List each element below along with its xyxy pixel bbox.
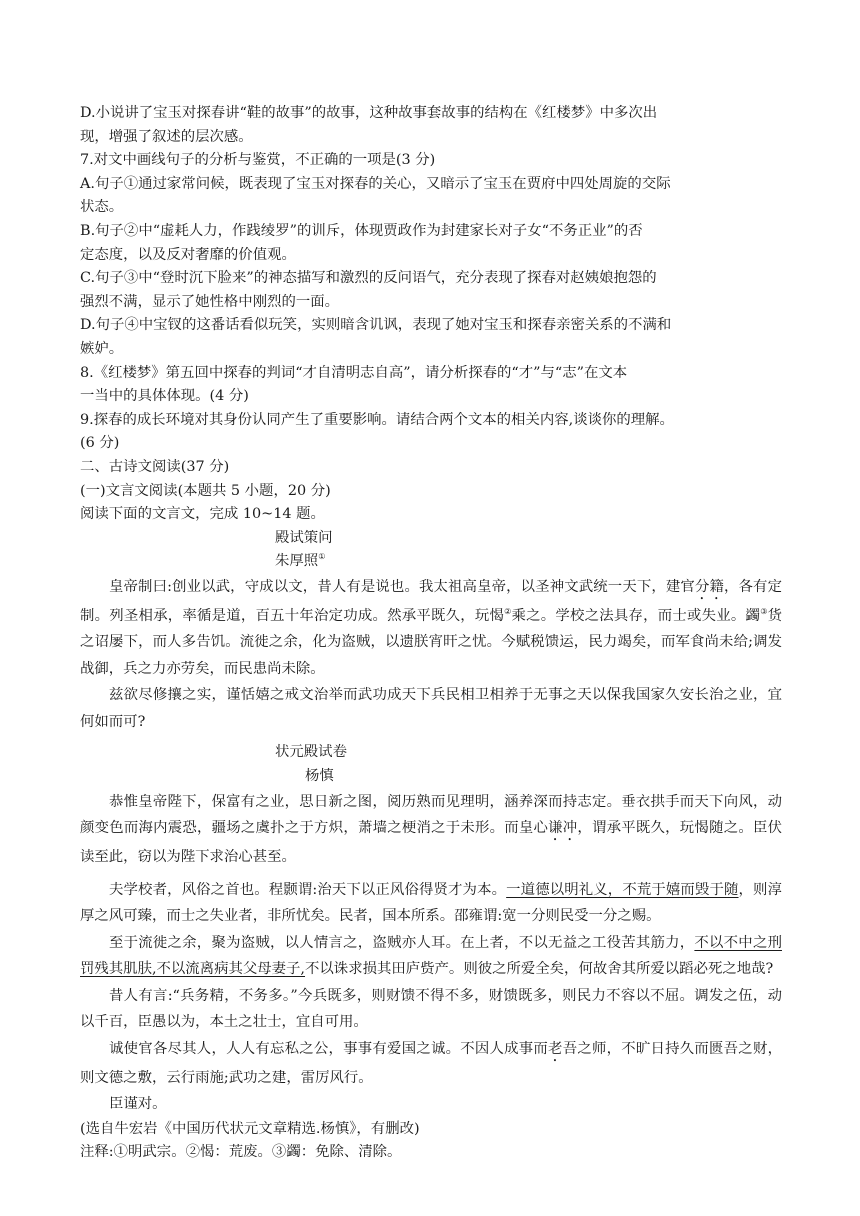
text1-title: 殿试策问: [275, 529, 333, 546]
text1-author: [80, 550, 782, 574]
text1-p1-part-a: 皇帝制曰:创业以武，守成以文，昔人有是说也。我太祖高皇帝，以圣神文武统一天下，建官: [109, 578, 695, 595]
question-7-option-d-line2: 嫉妒。: [80, 340, 124, 357]
text2-p1-part-a: 恭惟皇帝陛下，保富有之业，思日新之图，阅历熟而见理明，涵养深而持志定。垂衣拱手而天下向风，动颜变色而海内震恐，疆场之虞扑之于方炽，萧墙之梗消之于未形。而皇心: [80, 793, 782, 837]
text2-paragraph-3: [80, 930, 782, 983]
text1-p1-note-3: ③: [760, 607, 768, 617]
text2-paragraph-6: 臣谨对。: [109, 1096, 167, 1113]
text2-p1-dotted-2: 冲: [562, 820, 578, 837]
question-7-option-d-line1: D.句子④中宝钗的这番话看似玩笑，实则暗含讥讽，表现了她对宝玉和探春亲密关系的不满和: [80, 317, 672, 334]
question-7-option-c-line2: 强烈不满，显示了她性格中刚烈的一面。: [80, 293, 340, 310]
question-7-stem: 7.对文中画线句子的分析与鉴赏，不正确的一项是(3 分): [80, 152, 436, 169]
source-citation: (选自牛宏岩《中国历代状元文章精选.杨慎》，有删改): [80, 1120, 420, 1137]
text2-p3-underlined: 不以不中之刑罚残其肌肤,不以流离病其父母妻子,: [80, 934, 782, 978]
text1-p1-part-c: 乘之。学校之法具存，而士或失业。蠲: [511, 607, 761, 624]
text1-author-note: ①: [318, 552, 326, 562]
question-7-option-b-line2: 定态度，以及反对奢靡的价值观。: [80, 246, 296, 263]
text1-author-name: 朱厚照: [275, 553, 319, 570]
text2-author: 杨慎: [305, 767, 334, 784]
text1-p1-dotted-2: 籍: [709, 578, 724, 595]
question-6-option-d-line1: D.小说讲了宝玉对探春讲“鞋的故事”的故事，这种故事套故事的结构在《红楼梦》中多次出: [80, 105, 658, 121]
text2-p2-underlined: 一道德以明礼义，不荒于嬉而毁于随: [506, 881, 739, 898]
footnotes: 注释:①明武宗。②愒：荒废。③蠲：免除、清除。: [80, 1144, 402, 1161]
question-8-line2: 一当中的具体体现。(4 分): [80, 388, 249, 405]
text1-paragraph-1: [80, 574, 782, 683]
section-sub-heading: (一)文言文阅读(本题共 5 小题，20 分): [80, 482, 331, 499]
text1-p1-part-d: 货之诏屡下，而人多告饥。流徙之余，化为盗贼，以遗朕宵旰之忧。今赋税馈运，民力竭矣，而军食尚未给;调发战御，兵之力亦劳矣，而民患尚未除。: [80, 607, 782, 677]
text2-paragraph-5: [80, 1036, 782, 1092]
text1-p1-dotted-1: 分: [694, 578, 710, 595]
text2-p5-part-b: 吾之师，不旷日持久而匮吾之财，则文德之敷，云行雨施;武功之建，雷厉风行。: [80, 1040, 782, 1086]
text2-p3-part-a: 至于流徙之余，聚为盗贼，以人情言之，盗贼亦人耳。在上者，不以无益之工役苦其筋力，: [109, 934, 695, 951]
text2-p5-part-a: 诚使官各尽其人，人人有忘私之公，事事有爱国之诚。不因人成事而: [109, 1040, 549, 1057]
text2-paragraph-1: [80, 789, 782, 871]
text2-p2-part-b: ，则淳厚之风可臻，而士之失业者，非所忧矣。民者，国本所系。邵雍谓:宽一分则民受一分之赐。: [80, 881, 782, 925]
question-7-option-a-line1: A.句子①通过家常问候，既表现了宝玉对探春的关心，又暗示了宝玉在贾府中四处周旋的交际: [80, 175, 671, 192]
text2-p3-part-b: 不以诛求损其田庐赀产。则彼之所爱全矣，何故舍其所爱以蹈必死之地哉?: [305, 961, 774, 978]
question-7-option-a-line2: 状态。: [80, 199, 124, 216]
question-9-line1: 9.探春的成长环境对其身份认同产生了重要影响。请结合两个文本的相关内容,谈谈你的理解。: [80, 411, 674, 428]
question-6-option-d-line2: 现，增强了叙述的层次感。: [80, 128, 253, 145]
text2-p1-part-b: ，谓承平既久，玩愒随之。臣伏读至此，窃以为陛下求治心甚至。: [80, 820, 782, 866]
question-7-option-b-line1: B.句子②中“虚耗人力，作践绫罗”的训斥，体现贾政作为封建家长对子女“不务正业”的否: [80, 222, 643, 239]
text2-title: 状元殿试卷: [275, 744, 347, 761]
text1-paragraph-2: 兹欲尽修攘之实，谨恬嬉之戒文治举而武功成天下兵民相卫相养于无事之天以保我国家久安长治之业，宜何如而可?: [80, 687, 782, 730]
text1-p1-part-b: ，各有定制。列圣相承，率循是道，百五十年治定功成。然承平既久，玩愒: [80, 578, 782, 624]
text2-p2-part-a: 夫学校者，风俗之首也。程颢谓:治天下以正风俗得贤才为本。: [109, 881, 507, 898]
question-7-option-c-line1: C.句子③中“登时沉下脸来”的神态描写和激烈的反问语气，充分表现了探春对赵姨娘抱怨的: [80, 270, 657, 287]
text2-paragraph-2: [80, 877, 782, 930]
section-instruction: 阅读下面的文言文，完成 10~14 题。: [80, 506, 325, 523]
text2-p1-dotted-1: 谦: [548, 820, 563, 837]
document-body: [80, 102, 782, 1165]
text1-p1-note-2: ②: [504, 607, 512, 617]
question-9-line2: (6 分): [80, 435, 120, 452]
question-8-line1: 8.《红楼梦》第五回中探春的判词“才自清明志自高”，请分析探春的“才”与“志”在文本: [80, 364, 628, 381]
text2-paragraph-4: 昔人有言:“兵务精，不务多。”今兵既多，则财馈不得不多，财馈既多，则民力不容以不屈。调发之伍，动以千百，臣愚以为，本土之壮士，宜自可用。: [80, 987, 782, 1031]
section-heading: 二、古诗文阅读(37 分): [80, 458, 230, 475]
text2-p5-dotted: 老: [548, 1040, 563, 1057]
